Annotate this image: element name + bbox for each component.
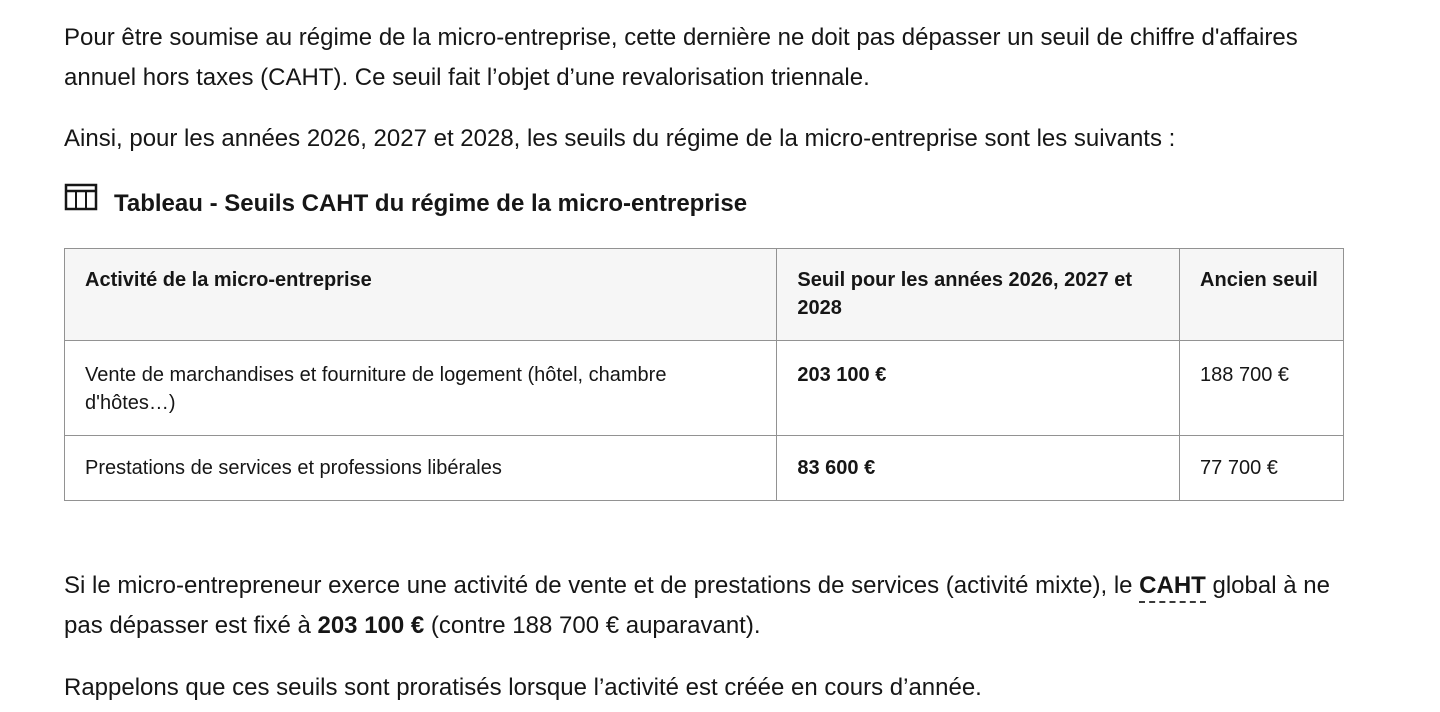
table-header-row xyxy=(65,249,1344,341)
cell-new-threshold: 203 100 € xyxy=(777,341,1180,436)
mixed-amount: 203 100 € xyxy=(317,612,425,639)
mixed-text-after: (contre 188 700 € auparavant). xyxy=(424,612,761,639)
caht-abbreviation[interactable]: CAHT xyxy=(1139,572,1206,603)
cell-activity: Vente de marchandises et fourniture de logement (hôtel, chambre d'hôtes…) xyxy=(65,341,777,436)
header-old-threshold: Ancien seuil xyxy=(1180,249,1344,341)
mixed-activity-paragraph xyxy=(64,566,1354,646)
intro-paragraph-1: Pour être soumise au régime de la micro-entreprise, cette dernière ne doit pas dépasser un seuil de chiffre d'affaires annuel hors taxes (CAHT). Ce seuil fait l’objet d’une revalorisation triennale. xyxy=(64,24,1298,91)
mixed-text-middle: global à ne pas dépasser est fixé à xyxy=(64,572,1330,639)
cell-new-threshold: 83 600 € xyxy=(777,436,1180,501)
closing-paragraph: Rappelons que ces seuils sont proratisés lorsque l’activité est créée en cours d’année. xyxy=(64,674,982,701)
header-new-threshold: Seuil pour les années 2026, 2027 et 2028 xyxy=(777,249,1180,341)
table-row xyxy=(65,436,1344,501)
table-icon xyxy=(64,183,114,224)
cell-activity: Prestations de services et professions libérales xyxy=(65,436,777,501)
table-row xyxy=(65,341,1344,436)
intro-paragraph-2: Ainsi, pour les années 2026, 2027 et 2028, les seuils du régime de la micro-entreprise sont les suivants : xyxy=(64,125,1176,152)
header-activity: Activité de la micro-entreprise xyxy=(65,249,777,341)
cell-old-threshold: 188 700 € xyxy=(1180,341,1344,436)
table-caption-text: Tableau - Seuils CAHT du régime de la micro-entreprise xyxy=(114,189,748,217)
mixed-text-before: Si le micro-entrepreneur exerce une activité de vente et de prestations de services (activité mixte), le xyxy=(64,572,1140,599)
table-caption xyxy=(64,183,747,224)
cell-old-threshold: 77 700 € xyxy=(1180,436,1344,501)
thresholds-table xyxy=(64,248,1344,501)
